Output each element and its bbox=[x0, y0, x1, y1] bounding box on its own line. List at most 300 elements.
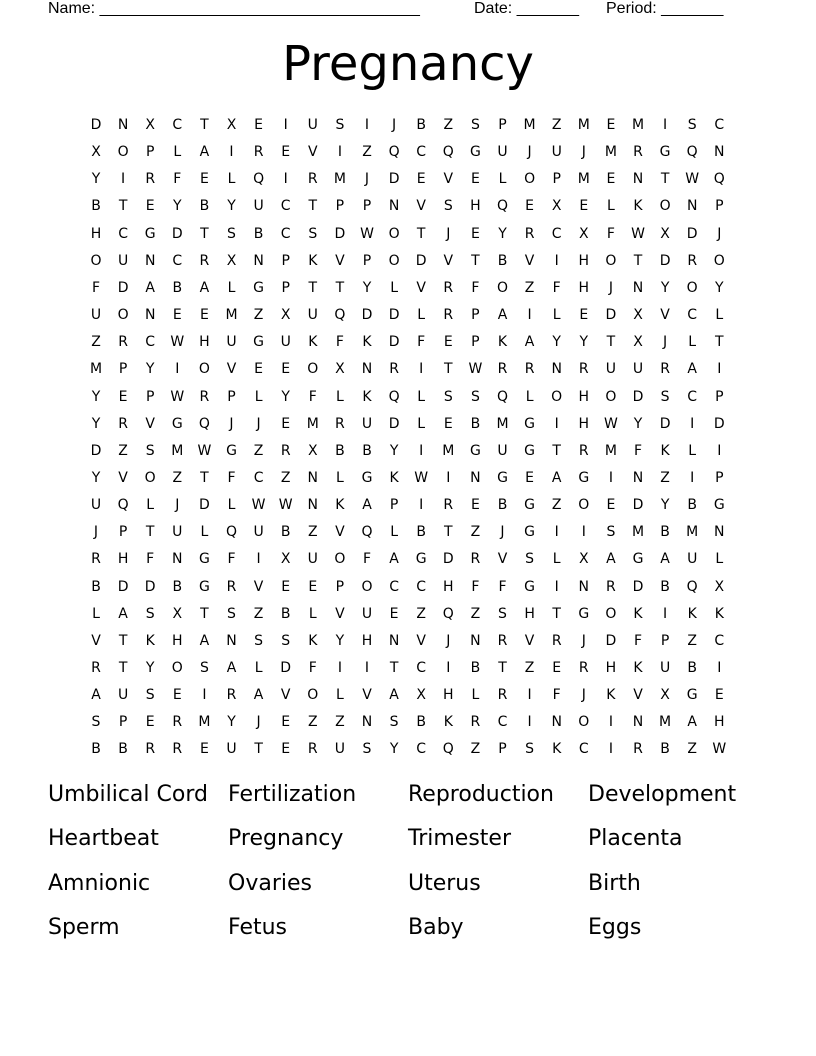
grid-letter[interactable]: L bbox=[471, 687, 480, 704]
grid-letter[interactable]: Z bbox=[443, 117, 454, 133]
grid-letter[interactable]: B bbox=[335, 442, 345, 459]
grid-letter[interactable]: Z bbox=[524, 279, 535, 296]
grid-letter[interactable]: C bbox=[118, 225, 128, 242]
grid-letter[interactable]: F bbox=[308, 388, 317, 405]
grid-letter[interactable]: L bbox=[146, 497, 155, 514]
grid-letter[interactable]: W bbox=[468, 361, 483, 378]
grid-letter[interactable]: G bbox=[253, 279, 265, 296]
grid-letter[interactable]: G bbox=[171, 415, 183, 432]
grid-letter[interactable]: G bbox=[524, 524, 536, 541]
grid-letter[interactable]: K bbox=[633, 605, 643, 622]
grid-letter[interactable]: P bbox=[715, 198, 724, 215]
grid-letter[interactable]: N bbox=[470, 469, 481, 486]
grid-letter[interactable]: X bbox=[416, 687, 426, 704]
grid-letter[interactable]: Z bbox=[362, 144, 372, 161]
grid-letter[interactable]: L bbox=[227, 279, 236, 296]
grid-letter[interactable]: C bbox=[172, 117, 183, 133]
grid-letter[interactable]: O bbox=[388, 252, 400, 269]
grid-letter[interactable]: C bbox=[253, 469, 264, 486]
grid-letter[interactable]: E bbox=[579, 198, 589, 215]
grid-letter[interactable]: L bbox=[715, 307, 724, 324]
grid-letter[interactable]: Z bbox=[253, 442, 264, 459]
grid-letter[interactable]: Q bbox=[388, 388, 400, 405]
grid-letter[interactable]: C bbox=[551, 225, 562, 242]
grid-letter[interactable]: K bbox=[633, 198, 643, 215]
grid-letter[interactable]: O bbox=[388, 225, 400, 242]
grid-letter[interactable]: B bbox=[687, 660, 697, 676]
grid-letter[interactable]: D bbox=[199, 497, 210, 514]
grid-letter[interactable]: A bbox=[91, 687, 101, 704]
grid-letter[interactable]: N bbox=[632, 279, 644, 296]
grid-letter[interactable]: R bbox=[226, 578, 237, 595]
grid-letter[interactable]: J bbox=[527, 144, 532, 161]
grid-letter[interactable]: T bbox=[335, 279, 345, 296]
grid-letter[interactable]: P bbox=[227, 388, 236, 405]
grid-letter[interactable]: Q bbox=[334, 307, 346, 324]
grid-letter[interactable]: Q bbox=[253, 171, 265, 188]
grid-letter[interactable]: I bbox=[690, 469, 695, 486]
grid-letter[interactable]: Y bbox=[579, 334, 589, 351]
grid-letter[interactable]: S bbox=[227, 605, 236, 622]
grid-letter[interactable]: F bbox=[471, 279, 480, 296]
grid-letter[interactable]: B bbox=[362, 442, 372, 459]
grid-letter[interactable]: L bbox=[606, 198, 615, 215]
grid-letter[interactable]: A bbox=[497, 307, 508, 324]
grid-letter[interactable]: L bbox=[335, 388, 344, 405]
grid-letter[interactable]: O bbox=[307, 361, 319, 378]
grid-letter[interactable]: M bbox=[442, 442, 455, 459]
grid-letter[interactable]: E bbox=[145, 714, 155, 731]
grid-letter[interactable]: O bbox=[605, 605, 617, 622]
grid-letter[interactable]: B bbox=[470, 660, 481, 676]
grid-letter[interactable]: M bbox=[496, 415, 509, 432]
grid-letter[interactable]: Y bbox=[362, 279, 372, 296]
grid-letter[interactable]: F bbox=[227, 469, 236, 486]
grid-letter[interactable]: M bbox=[198, 714, 211, 731]
grid-letter[interactable]: T bbox=[633, 252, 643, 269]
grid-letter[interactable]: U bbox=[361, 415, 373, 432]
grid-letter[interactable]: E bbox=[470, 225, 480, 242]
grid-letter[interactable]: R bbox=[606, 578, 616, 595]
grid-letter[interactable]: K bbox=[335, 497, 345, 514]
grid-letter[interactable]: L bbox=[552, 551, 561, 568]
grid-letter[interactable]: A bbox=[606, 551, 616, 568]
grid-letter[interactable]: W bbox=[278, 497, 293, 514]
grid-letter[interactable]: Z bbox=[687, 632, 697, 649]
grid-letter[interactable]: P bbox=[362, 252, 372, 269]
grid-letter[interactable]: G bbox=[578, 469, 590, 486]
grid-letter[interactable]: Z bbox=[308, 714, 318, 731]
grid-letter[interactable]: Z bbox=[551, 117, 562, 133]
grid-letter[interactable]: X bbox=[172, 605, 183, 622]
grid-letter[interactable]: E bbox=[416, 171, 426, 188]
grid-letter[interactable]: P bbox=[715, 388, 724, 405]
grid-letter[interactable]: R bbox=[660, 361, 670, 378]
grid-letter[interactable]: E bbox=[470, 497, 480, 514]
grid-letter[interactable]: N bbox=[253, 252, 264, 269]
grid-letter[interactable]: X bbox=[91, 144, 101, 161]
grid-letter[interactable]: E bbox=[525, 198, 535, 215]
grid-letter[interactable]: L bbox=[688, 334, 697, 351]
grid-letter[interactable]: H bbox=[578, 388, 590, 405]
grid-letter[interactable]: S bbox=[389, 714, 399, 731]
grid-letter[interactable]: I bbox=[121, 171, 126, 188]
grid-letter[interactable]: G bbox=[469, 144, 481, 161]
grid-letter[interactable]: H bbox=[443, 578, 454, 595]
grid-letter[interactable]: J bbox=[364, 171, 370, 188]
grid-letter[interactable]: S bbox=[281, 632, 291, 649]
grid-letter[interactable]: X bbox=[335, 361, 345, 378]
grid-letter[interactable]: N bbox=[714, 524, 725, 541]
grid-letter[interactable]: A bbox=[145, 279, 155, 296]
grid-letter[interactable]: P bbox=[498, 741, 507, 758]
grid-letter[interactable]: A bbox=[199, 144, 210, 161]
grid-letter[interactable]: S bbox=[335, 117, 345, 133]
grid-letter[interactable]: O bbox=[605, 252, 617, 269]
grid-letter[interactable]: W bbox=[360, 225, 374, 242]
grid-letter[interactable]: M bbox=[523, 117, 536, 133]
grid-letter[interactable]: R bbox=[470, 551, 481, 568]
grid-letter[interactable]: J bbox=[608, 279, 613, 296]
grid-letter[interactable]: D bbox=[605, 632, 617, 649]
grid-letter[interactable]: U bbox=[307, 307, 318, 324]
grid-letter[interactable]: K bbox=[389, 469, 399, 486]
grid-letter[interactable]: G bbox=[578, 605, 590, 622]
grid-letter[interactable]: R bbox=[551, 632, 562, 649]
grid-letter[interactable]: Y bbox=[552, 334, 561, 351]
grid-letter[interactable]: B bbox=[660, 524, 670, 541]
grid-letter[interactable]: V bbox=[280, 687, 291, 704]
grid-letter[interactable]: S bbox=[525, 551, 535, 568]
grid-letter[interactable]: B bbox=[660, 741, 670, 758]
grid-letter[interactable]: N bbox=[551, 361, 562, 378]
grid-letter[interactable]: I bbox=[337, 144, 342, 161]
grid-letter[interactable]: N bbox=[551, 714, 562, 731]
grid-letter[interactable]: D bbox=[388, 334, 400, 351]
grid-letter[interactable]: Y bbox=[660, 279, 670, 296]
grid-letter[interactable]: B bbox=[172, 578, 183, 595]
grid-letter[interactable]: L bbox=[552, 307, 561, 324]
grid-letter[interactable]: T bbox=[254, 741, 263, 758]
grid-letter[interactable]: L bbox=[227, 171, 236, 188]
grid-letter[interactable]: A bbox=[362, 497, 372, 514]
grid-letter[interactable]: D bbox=[117, 578, 129, 595]
grid-letter[interactable]: C bbox=[578, 741, 589, 758]
grid-letter[interactable]: P bbox=[471, 307, 480, 324]
grid-letter[interactable]: C bbox=[416, 578, 427, 595]
grid-letter[interactable]: S bbox=[443, 388, 453, 405]
grid-letter[interactable]: S bbox=[525, 741, 535, 758]
grid-letter[interactable]: U bbox=[117, 687, 129, 704]
grid-letter[interactable]: O bbox=[496, 279, 509, 296]
grid-letter[interactable]: A bbox=[199, 279, 210, 296]
grid-letter[interactable]: A bbox=[551, 469, 562, 486]
grid-letter[interactable]: R bbox=[578, 660, 589, 676]
grid-letter[interactable]: J bbox=[256, 714, 261, 731]
grid-letter[interactable]: A bbox=[226, 660, 237, 676]
grid-letter[interactable]: M bbox=[577, 117, 590, 133]
grid-letter[interactable]: N bbox=[714, 144, 725, 161]
grid-letter[interactable]: J bbox=[581, 632, 586, 649]
grid-letter[interactable]: E bbox=[199, 307, 209, 324]
grid-letter[interactable]: X bbox=[145, 117, 155, 133]
grid-letter[interactable]: M bbox=[306, 415, 319, 432]
grid-letter[interactable]: Z bbox=[470, 741, 481, 758]
grid-letter[interactable]: Z bbox=[308, 524, 318, 541]
grid-letter[interactable]: U bbox=[632, 361, 644, 378]
grid-letter[interactable]: I bbox=[446, 469, 451, 486]
grid-letter[interactable]: R bbox=[497, 632, 508, 649]
grid-letter[interactable]: R bbox=[91, 551, 101, 568]
grid-letter[interactable]: X bbox=[280, 551, 291, 568]
grid-letter[interactable]: U bbox=[497, 144, 508, 161]
grid-letter[interactable]: D bbox=[117, 279, 129, 296]
grid-letter[interactable]: V bbox=[145, 415, 155, 432]
grid-letter[interactable]: O bbox=[551, 388, 563, 405]
grid-letter[interactable]: R bbox=[633, 144, 643, 161]
grid-letter[interactable]: V bbox=[118, 469, 128, 486]
grid-letter[interactable]: R bbox=[687, 252, 698, 269]
grid-letter[interactable]: G bbox=[686, 687, 698, 704]
grid-letter[interactable]: Y bbox=[660, 497, 670, 514]
grid-letter[interactable]: Z bbox=[470, 524, 481, 541]
grid-letter[interactable]: N bbox=[307, 469, 319, 486]
grid-letter[interactable]: D bbox=[686, 225, 698, 242]
grid-letter[interactable]: Y bbox=[498, 225, 507, 242]
grid-letter[interactable]: V bbox=[524, 252, 535, 269]
grid-letter[interactable]: E bbox=[254, 361, 264, 378]
grid-letter[interactable]: U bbox=[687, 551, 698, 568]
grid-letter[interactable]: K bbox=[497, 334, 508, 351]
grid-letter[interactable]: W bbox=[631, 225, 645, 242]
grid-letter[interactable]: E bbox=[281, 741, 291, 758]
grid-letter[interactable]: M bbox=[604, 442, 617, 459]
grid-letter[interactable]: W bbox=[251, 497, 266, 514]
grid-letter[interactable]: J bbox=[663, 334, 668, 351]
grid-letter[interactable]: U bbox=[334, 741, 346, 758]
grid-letter[interactable]: A bbox=[389, 551, 399, 568]
grid-letter[interactable]: Q bbox=[361, 524, 373, 541]
grid-letter[interactable]: D bbox=[90, 442, 102, 459]
grid-letter[interactable]: E bbox=[172, 307, 182, 324]
grid-letter[interactable]: X bbox=[551, 198, 562, 215]
grid-letter[interactable]: E bbox=[606, 171, 616, 188]
grid-letter[interactable]: Q bbox=[442, 144, 454, 161]
grid-letter[interactable]: I bbox=[283, 117, 288, 133]
grid-letter[interactable]: U bbox=[551, 144, 562, 161]
grid-letter[interactable]: K bbox=[362, 334, 372, 351]
grid-letter[interactable]: L bbox=[200, 524, 209, 541]
grid-letter[interactable]: W bbox=[170, 334, 185, 351]
grid-letter[interactable]: D bbox=[415, 252, 427, 269]
grid-letter[interactable]: S bbox=[362, 741, 372, 758]
grid-letter[interactable]: M bbox=[171, 442, 184, 459]
grid-letter[interactable]: A bbox=[687, 714, 697, 731]
grid-letter[interactable]: W bbox=[712, 741, 727, 758]
grid-letter[interactable]: J bbox=[446, 225, 451, 242]
grid-letter[interactable]: E bbox=[714, 687, 724, 704]
grid-letter[interactable]: R bbox=[524, 225, 535, 242]
grid-letter[interactable]: W bbox=[685, 171, 700, 188]
grid-letter[interactable]: P bbox=[118, 361, 128, 378]
grid-letter[interactable]: F bbox=[552, 687, 561, 704]
grid-letter[interactable]: G bbox=[659, 144, 671, 161]
grid-letter[interactable]: C bbox=[280, 198, 291, 215]
grid-letter[interactable]: E bbox=[199, 171, 209, 188]
grid-letter[interactable]: P bbox=[552, 171, 561, 188]
grid-letter[interactable]: P bbox=[471, 334, 480, 351]
grid-letter[interactable]: K bbox=[443, 714, 453, 731]
grid-letter[interactable]: E bbox=[308, 578, 318, 595]
grid-letter[interactable]: T bbox=[498, 660, 507, 676]
grid-letter[interactable]: D bbox=[334, 225, 346, 242]
grid-letter[interactable]: M bbox=[604, 144, 617, 161]
grid-letter[interactable]: W bbox=[414, 469, 429, 486]
grid-letter[interactable]: V bbox=[416, 198, 426, 215]
grid-letter[interactable]: Z bbox=[253, 307, 264, 324]
grid-letter[interactable]: S bbox=[606, 524, 616, 541]
grid-letter[interactable]: U bbox=[172, 524, 183, 541]
grid-letter[interactable]: I bbox=[419, 497, 424, 514]
grid-letter[interactable]: E bbox=[281, 578, 291, 595]
grid-letter[interactable]: J bbox=[93, 524, 99, 541]
grid-letter[interactable]: S bbox=[91, 714, 101, 731]
grid-letter[interactable]: E bbox=[470, 171, 480, 188]
grid-letter[interactable]: P bbox=[335, 198, 345, 215]
grid-letter[interactable]: M bbox=[659, 714, 672, 731]
grid-letter[interactable]: P bbox=[389, 497, 399, 514]
grid-letter[interactable]: R bbox=[470, 714, 481, 731]
grid-letter[interactable]: I bbox=[581, 524, 586, 541]
grid-letter[interactable]: B bbox=[416, 117, 426, 133]
grid-letter[interactable]: F bbox=[308, 660, 317, 676]
grid-letter[interactable]: H bbox=[605, 660, 617, 676]
grid-letter[interactable]: O bbox=[117, 144, 129, 161]
grid-letter[interactable]: L bbox=[308, 605, 317, 622]
grid-letter[interactable]: H bbox=[524, 605, 535, 622]
grid-letter[interactable]: U bbox=[280, 334, 291, 351]
grid-letter[interactable]: N bbox=[226, 632, 237, 649]
date-field[interactable]: Date: _______ bbox=[474, 0, 579, 17]
grid-letter[interactable]: H bbox=[199, 334, 210, 351]
grid-letter[interactable]: P bbox=[281, 279, 290, 296]
grid-letter[interactable]: I bbox=[337, 660, 342, 676]
grid-letter[interactable]: A bbox=[687, 361, 697, 378]
grid-letter[interactable]: D bbox=[659, 252, 671, 269]
grid-letter[interactable]: K bbox=[362, 388, 372, 405]
grid-letter[interactable]: X bbox=[226, 117, 237, 133]
grid-letter[interactable]: N bbox=[578, 578, 590, 595]
grid-letter[interactable]: C bbox=[172, 252, 183, 269]
grid-letter[interactable]: G bbox=[198, 551, 210, 568]
grid-letter[interactable]: R bbox=[145, 741, 156, 758]
grid-letter[interactable]: F bbox=[417, 334, 426, 351]
grid-letter[interactable]: B bbox=[199, 198, 210, 215]
grid-letter[interactable]: L bbox=[688, 442, 697, 459]
grid-letter[interactable]: P bbox=[660, 632, 670, 649]
grid-letter[interactable]: O bbox=[90, 252, 102, 269]
grid-letter[interactable]: U bbox=[117, 252, 129, 269]
grid-letter[interactable]: D bbox=[90, 117, 102, 133]
grid-letter[interactable]: Z bbox=[551, 497, 562, 514]
grid-letter[interactable]: N bbox=[307, 497, 319, 514]
grid-letter[interactable]: G bbox=[144, 225, 156, 242]
grid-letter[interactable]: Y bbox=[91, 388, 101, 405]
grid-letter[interactable]: H bbox=[578, 252, 590, 269]
grid-letter[interactable]: O bbox=[524, 171, 536, 188]
grid-letter[interactable]: B bbox=[172, 279, 183, 296]
grid-letter[interactable]: D bbox=[442, 551, 454, 568]
grid-letter[interactable]: Y bbox=[145, 361, 155, 378]
grid-letter[interactable]: O bbox=[117, 307, 129, 324]
grid-letter[interactable]: R bbox=[497, 361, 508, 378]
grid-letter[interactable]: D bbox=[388, 171, 400, 188]
grid-letter[interactable]: K bbox=[714, 605, 724, 622]
grid-letter[interactable]: X bbox=[579, 551, 589, 568]
grid-letter[interactable]: N bbox=[632, 171, 644, 188]
grid-letter[interactable]: G bbox=[524, 578, 536, 595]
grid-letter[interactable]: R bbox=[578, 442, 589, 459]
grid-letter[interactable]: I bbox=[663, 605, 668, 622]
grid-letter[interactable]: Z bbox=[91, 334, 101, 351]
grid-letter[interactable]: B bbox=[280, 605, 291, 622]
grid-letter[interactable]: R bbox=[578, 361, 589, 378]
grid-letter[interactable]: Q bbox=[225, 524, 238, 541]
grid-letter[interactable]: L bbox=[715, 551, 724, 568]
grid-letter[interactable]: T bbox=[444, 524, 453, 541]
grid-letter[interactable]: K bbox=[308, 334, 318, 351]
grid-letter[interactable]: Y bbox=[335, 632, 345, 649]
grid-letter[interactable]: T bbox=[660, 171, 670, 188]
grid-letter[interactable]: B bbox=[470, 415, 481, 432]
grid-letter[interactable]: L bbox=[227, 497, 236, 514]
grid-letter[interactable]: U bbox=[307, 117, 318, 133]
grid-letter[interactable]: V bbox=[335, 605, 345, 622]
grid-letter[interactable]: T bbox=[606, 334, 616, 351]
grid-letter[interactable]: L bbox=[390, 279, 398, 296]
grid-letter[interactable]: I bbox=[717, 361, 722, 378]
grid-letter[interactable]: E bbox=[281, 361, 291, 378]
grid-letter[interactable]: Q bbox=[686, 144, 698, 161]
grid-letter[interactable]: Y bbox=[281, 388, 290, 405]
grid-letter[interactable]: I bbox=[527, 714, 532, 731]
grid-letter[interactable]: G bbox=[253, 334, 265, 351]
grid-letter[interactable]: V bbox=[335, 252, 345, 269]
grid-letter[interactable]: H bbox=[172, 632, 183, 649]
grid-letter[interactable]: C bbox=[416, 741, 427, 758]
grid-letter[interactable]: R bbox=[172, 741, 183, 758]
grid-letter[interactable]: B bbox=[91, 198, 101, 215]
grid-letter[interactable]: I bbox=[364, 660, 370, 676]
grid-letter[interactable]: E bbox=[118, 388, 128, 405]
grid-letter[interactable]: X bbox=[660, 687, 670, 704]
grid-letter[interactable]: T bbox=[200, 117, 209, 133]
grid-letter[interactable]: S bbox=[145, 687, 155, 704]
grid-letter[interactable]: J bbox=[256, 415, 261, 432]
grid-letter[interactable]: X bbox=[308, 442, 318, 459]
grid-letter[interactable]: X bbox=[660, 225, 670, 242]
grid-letter[interactable]: U bbox=[605, 361, 617, 378]
grid-letter[interactable]: Z bbox=[253, 605, 264, 622]
grid-letter[interactable]: X bbox=[633, 307, 643, 324]
grid-letter[interactable]: O bbox=[361, 578, 373, 595]
grid-letter[interactable]: Y bbox=[227, 714, 236, 731]
grid-letter[interactable]: B bbox=[91, 578, 101, 595]
grid-letter[interactable]: V bbox=[91, 632, 101, 649]
grid-letter[interactable]: R bbox=[443, 279, 454, 296]
grid-letter[interactable]: E bbox=[199, 741, 209, 758]
grid-letter[interactable]: W bbox=[170, 388, 185, 405]
